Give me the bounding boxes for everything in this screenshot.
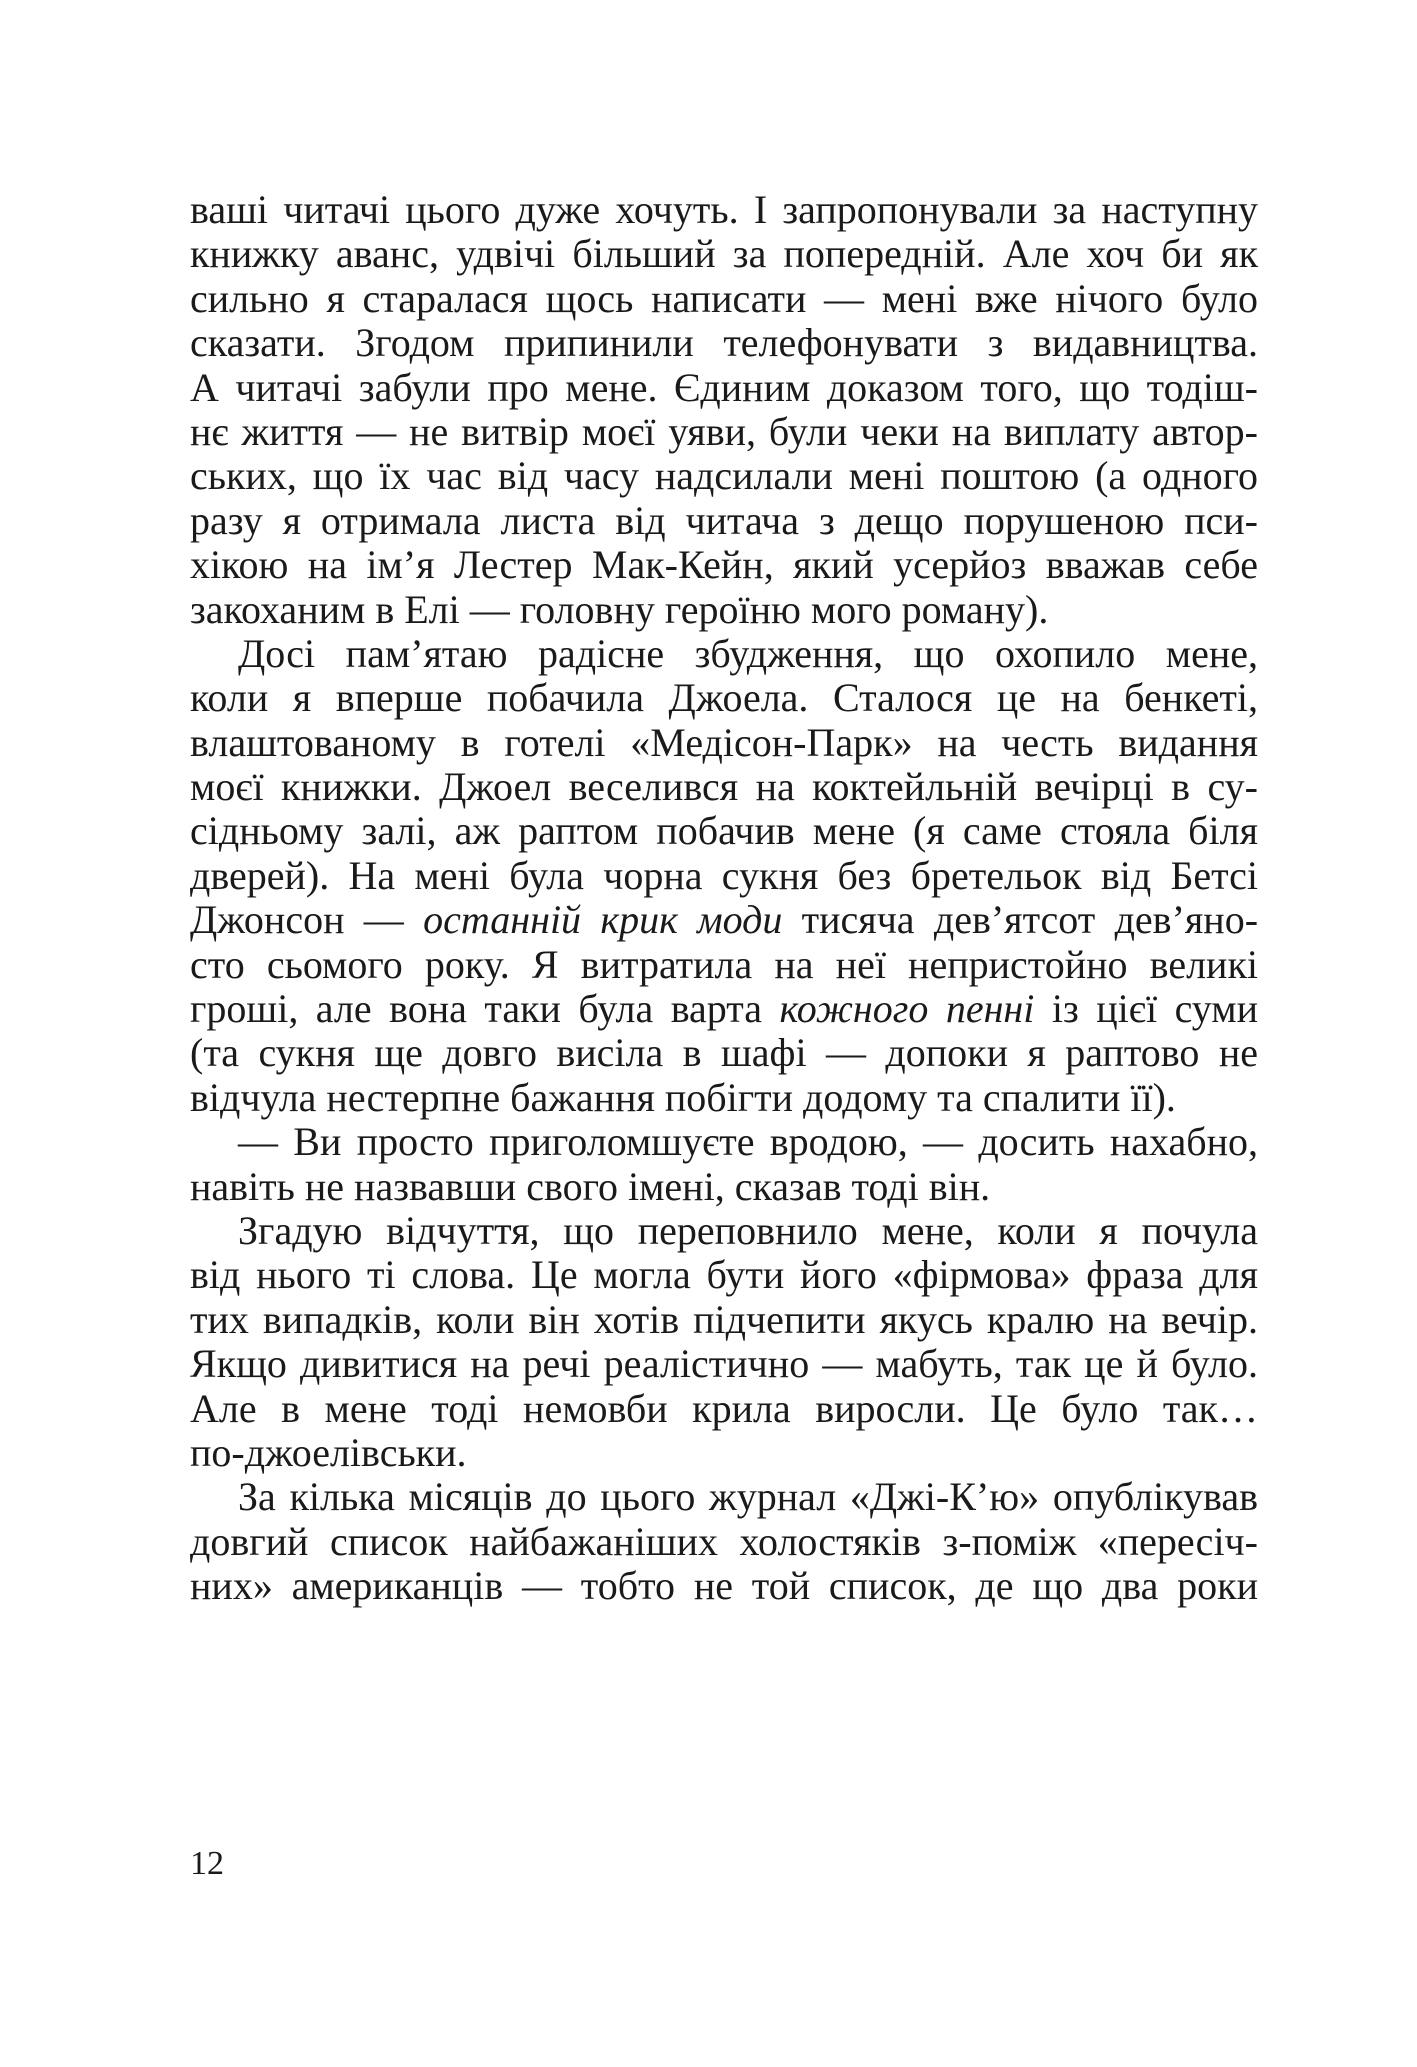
text-line: А читачі забули про мене. Єдиним доказом того, що тодіш- xyxy=(190,364,1258,410)
text-line: ських, що їх час від часу надсилали мені поштою (а одного xyxy=(190,453,1258,499)
text-line: сто сьомого року. Я витратила на неї непристойно великі xyxy=(190,941,1258,987)
text-line: сідньому залі, аж раптом побачив мене (я саме стояла біля xyxy=(190,808,1258,854)
text-line: сильно я старалася щось написати — мені вже нічого було xyxy=(190,275,1258,321)
text-line: хікою на ім’я Лестер Мак-Кейн, який усерйоз вважав себе xyxy=(190,542,1258,588)
text-line: тих випадків, коли він хотів підчепити якусь кралю на вечір. xyxy=(190,1296,1258,1342)
text-line: по-джоелівськи. xyxy=(190,1429,467,1475)
text-line: дверей). На мені була чорна сукня без бретельок від Бетсі xyxy=(190,852,1258,898)
text-line: разу я отримала листа від читача з дещо порушеною пси- xyxy=(190,497,1258,543)
italic-phrase: останній крик моди xyxy=(423,897,783,943)
italic-phrase: кожного пенні xyxy=(779,986,1035,1032)
text-line: За кілька місяців до цього журнал «Джі-К’ю» опублікував xyxy=(238,1474,1258,1520)
text-line: — Ви просто приголомшуєте вродою, — досить нахабно, xyxy=(238,1119,1258,1165)
text-line: ваші читачі цього дуже хочуть. І запропонували за наступну xyxy=(190,187,1258,232)
text-line: Згадую відчуття, що переповнило мене, коли я почула xyxy=(238,1207,1258,1253)
text-line: закоханим в Елі — головну героїню мого роману). xyxy=(190,586,1049,632)
text-line: від нього ті слова. Це могла бути його «фірмова» фраза для xyxy=(190,1252,1258,1298)
text-line: книжку аванс, удвічі більший за попередній. Але хоч би як xyxy=(190,231,1258,277)
text-line: гроші, але вона таки була варта кожного пенні із цієї суми xyxy=(190,986,1258,1032)
body-text xyxy=(190,188,1258,1609)
text-line: Але в мене тоді немовби крила виросли. Це було так… xyxy=(190,1385,1258,1431)
text-line: відчула нестерпне бажання побігти додому та спалити її). xyxy=(190,1074,1176,1120)
text-line: (та сукня ще довго висіла в шафі — допоки я раптово не xyxy=(190,1030,1258,1076)
text-line: Досі пам’ятаю радісне збудження, що охопило мене, xyxy=(238,630,1258,676)
text-line: коли я вперше побачила Джоела. Сталося це на бенкеті, xyxy=(190,675,1258,721)
text-line: сказати. Згодом припинили телефонувати з видавництва. xyxy=(190,320,1258,366)
text-line: влаштованому в готелі «Медісон-Парк» на честь видання xyxy=(190,719,1258,765)
page-number: 12 xyxy=(190,1845,224,1882)
text-line: Якщо дивитися на речі реалістично — мабуть, так це й було. xyxy=(190,1341,1258,1387)
text-line: моєї книжки. Джоел веселився на коктейльній вечірці в су- xyxy=(190,764,1258,810)
text-line: нє життя — не витвір моєї уяви, були чеки на виплату автор- xyxy=(190,408,1258,454)
text-line: них» американців — тобто не той список, де що два роки xyxy=(190,1563,1258,1609)
text-line: Джонсон — останній крик моди тисяча дев’ятсот дев’яно- xyxy=(190,897,1259,943)
text-line: навіть не назвавши свого імені, сказав тоді він. xyxy=(190,1163,991,1209)
text-line: довгий список найбажаніших холостяків з-поміж «пересіч- xyxy=(190,1518,1258,1564)
